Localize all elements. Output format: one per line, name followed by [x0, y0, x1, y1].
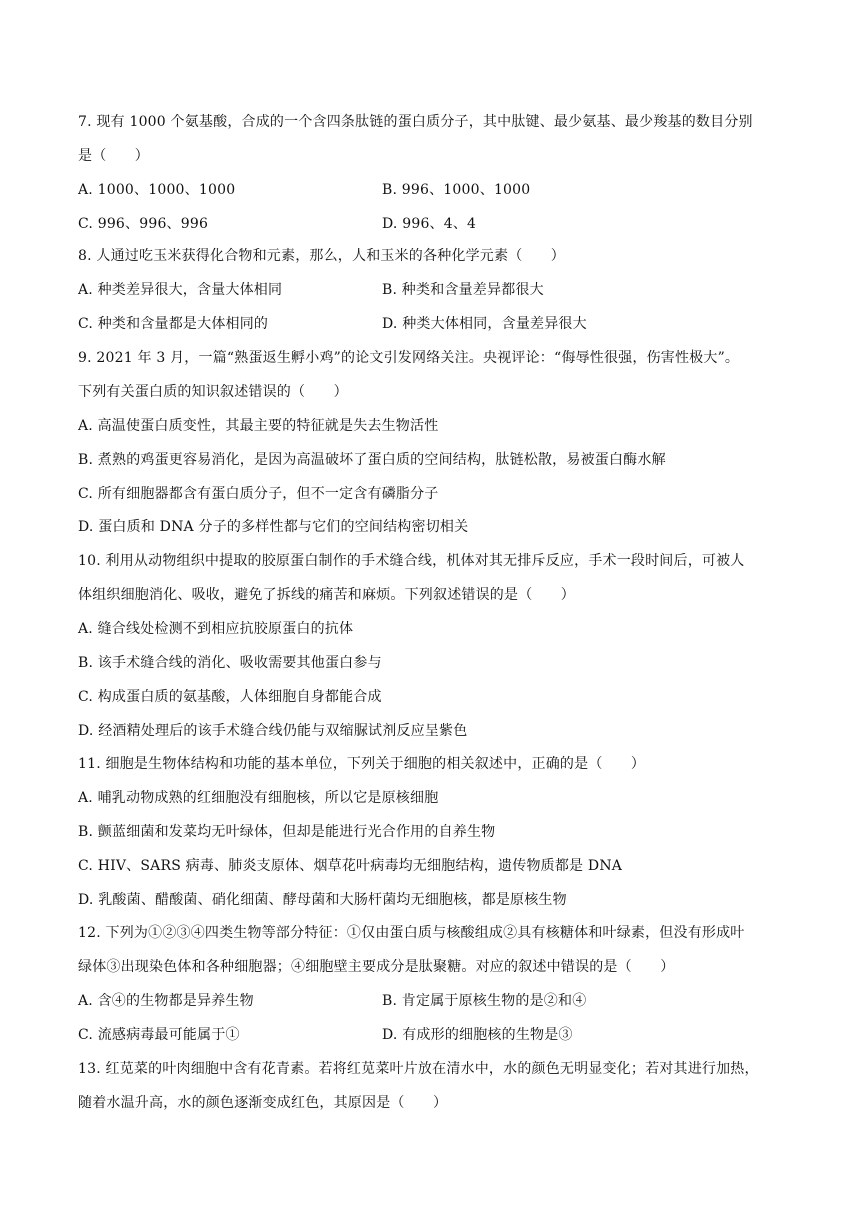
question-10-option-d: D. 经酒精处理后的该手术缝合线仍能与双缩脲试剂反应呈紫色	[78, 723, 468, 739]
question-12-option-a: A. 含④的生物都是异养生物	[78, 993, 254, 1009]
question-10-option-c: C. 构成蛋白质的氨基酸，人体细胞自身都能合成	[78, 689, 382, 705]
question-8-option-a: A. 种类差异很大，含量大体相同	[78, 282, 283, 298]
question-8-option-d: D. 种类大体相同，含量差异很大	[382, 316, 587, 332]
question-10-option-a: A. 缝合线处检测不到相应抗胶原蛋白的抗体	[78, 621, 354, 637]
question-11-stem-line-1: 11. 细胞是生物体结构和功能的基本单位，下列关于细胞的相关叙述中，正确的是（ ）	[78, 756, 646, 772]
question-7-option-d: D. 996、4、4	[382, 216, 477, 232]
question-12-stem-line-2: 绿体③出现染色体和各种细胞器；④细胞壁主要成分是肽聚糖。对应的叙述中错误的是（ ）	[78, 959, 675, 975]
question-10-option-b: B. 该手术缝合线的消化、吸收需要其他蛋白参与	[78, 655, 382, 671]
question-7-option-c: C. 996、996、996	[78, 216, 209, 232]
question-9-option-a: A. 高温使蛋白质变性，其最主要的特征就是失去生物活性	[78, 418, 439, 434]
question-11-option-b: B. 颤蓝细菌和发菜均无叶绿体，但却是能进行光合作用的自养生物	[78, 824, 496, 840]
question-9-stem-line-1: 9. 2021 年 3 月，一篇“熟蛋返生孵小鸡”的论文引发网络关注。央视评论：“侮辱性很强，伤害性极大”。	[78, 350, 740, 366]
question-8-option-c: C. 种类和含量都是大体相同的	[78, 316, 269, 332]
question-8-option-b: B. 种类和含量差异都很大	[382, 282, 544, 298]
question-13-stem-line-1: 13. 红苋菜的叶肉细胞中含有花青素。若将红苋菜叶片放在清水中，水的颜色无明显变化；若对其进行加热，	[78, 1061, 759, 1077]
question-7-stem-line-2: 是（ ）	[78, 148, 149, 164]
question-7-stem-line-1: 7. 现有 1000 个氨基酸，合成的一个含四条肽链的蛋白质分子，其中肽键、最少氨基、最少羧基的数目分别	[78, 114, 753, 130]
question-12-option-d: D. 有成形的细胞核的生物是③	[382, 1027, 573, 1043]
question-12-option-c: C. 流感病毒最可能属于①	[78, 1027, 240, 1043]
question-9-stem-line-2: 下列有关蛋白质的知识叙述错误的（ ）	[78, 384, 348, 400]
question-11-option-a: A. 哺乳动物成熟的红细胞没有细胞核，所以它是原核细胞	[78, 790, 439, 806]
question-12-stem-line-1: 12. 下列为①②③④四类生物等部分特征：①仅由蛋白质与核酸组成②具有核糖体和叶绿素，但没有形成叶	[78, 925, 745, 941]
question-9-option-d: D. 蛋白质和 DNA 分子的多样性都与它们的空间结构密切相关	[78, 519, 469, 535]
question-12-option-b: B. 肯定属于原核生物的是②和④	[382, 993, 587, 1009]
question-8-stem-line-1: 8. 人通过吃玉米获得化合物和元素，那么，人和玉米的各种化学元素（ ）	[78, 248, 566, 264]
question-7-option-a: A. 1000、1000、1000	[78, 182, 236, 198]
question-7-option-b: B. 996、1000、1000	[382, 182, 531, 198]
question-13-stem-line-2: 随着水温升高，水的颜色逐渐变成红色，其原因是（ ）	[78, 1095, 448, 1111]
question-9-option-c: C. 所有细胞器都含有蛋白质分子，但不一定含有磷脂分子	[78, 486, 439, 502]
question-11-option-c: C. HIV、SARS 病毒、肺炎支原体、烟草花叶病毒均无细胞结构，遗传物质都是 DNA	[78, 858, 623, 874]
question-11-option-d: D. 乳酸菌、醋酸菌、硝化细菌、酵母菌和大肠杆菌均无细胞核，都是原核生物	[78, 892, 567, 908]
question-10-stem-line-1: 10. 利用从动物组织中提取的胶原蛋白制作的手术缝合线，机体对其无排斥反应，手术一段时间后，可被人	[78, 553, 745, 569]
question-10-stem-line-2: 体组织细胞消化、吸收，避免了拆线的痛苦和麻烦。下列叙述错误的是（ ）	[78, 587, 575, 603]
question-9-option-b: B. 煮熟的鸡蛋更容易消化，是因为高温破坏了蛋白质的空间结构，肽链松散，易被蛋白酶水解	[78, 452, 666, 468]
